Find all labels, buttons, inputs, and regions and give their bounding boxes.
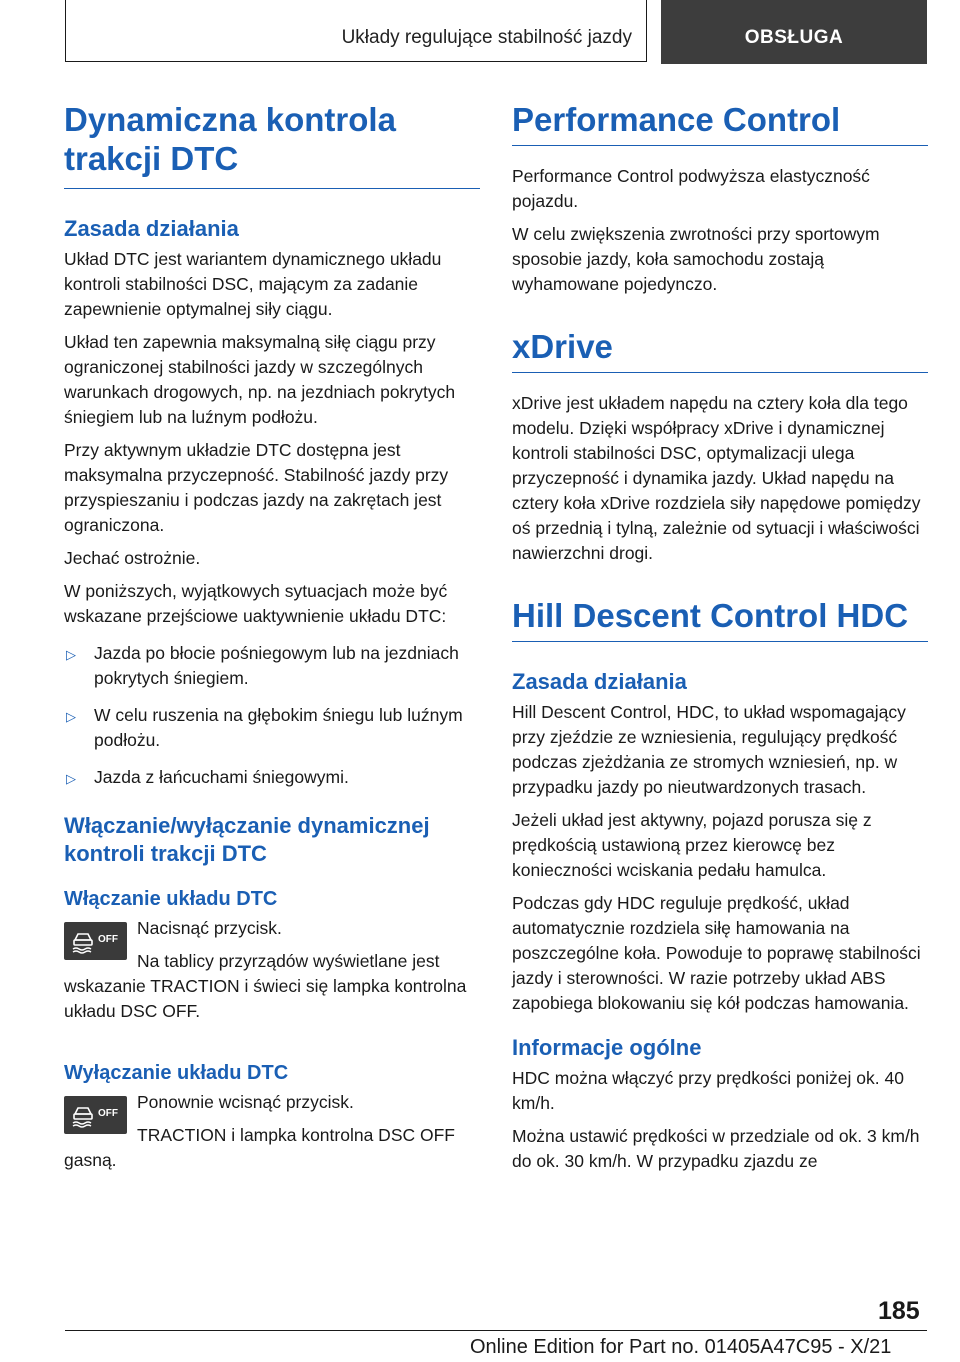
list-item: ▷ Jazda z łańcuchami śniegowymi. — [64, 765, 480, 790]
chapter-tab-label: OBSŁUGA — [744, 27, 844, 48]
page-number: 185 — [878, 1297, 920, 1325]
triangle-bullet-icon: ▷ — [66, 647, 76, 662]
dtc-off-button-icon: OFF — [64, 1096, 127, 1134]
paragraph: HDC można włączyć przy prędkości poniżej ok. 40 km/h. — [512, 1068, 904, 1113]
disable-instruction — [64, 1090, 480, 1173]
triangle-bullet-icon: ▷ — [66, 709, 76, 724]
paragraph: xDrive jest układem napędu na cztery koła dla tego modelu. Dzięki współpracy xDrive i dynamicznej kontroli stabilności DSC, optymalizacji ulega przyczepność i dynamika jazdy. Układ napędu na cztery koła xDrive rozdziela siły napędowe pomiędzy oś przednią i tylną, zależnie od sytuacji i właściwości nawierzchni drogi. — [512, 393, 921, 563]
list-item: ▷ Jazda po błocie pośniegowym lub na jezdniach pokrytych śniegiem. — [66, 643, 459, 688]
paragraph: Na tablicy przyrządów wyświetlane jest wskazanie TRACTION i świeci się lampka kontrolna układu DSC OFF. — [64, 951, 467, 1021]
footer-edition: Online Edition for Part no. 01405A47C95 - X/21 — [470, 1336, 892, 1358]
paragraph: Nacisnąć przycisk. — [137, 918, 282, 938]
page-header — [65, 0, 927, 64]
paragraph: Ponownie wcisnąć przycisk. — [137, 1092, 354, 1112]
dtc-off-button-icon: OFF — [64, 922, 127, 960]
paragraph: TRACTION i lampka kontrolna DSC OFF gasną. — [64, 1125, 455, 1170]
heading-xdrive: xDrive — [512, 328, 613, 365]
paragraph: W poniższych, wyjątkowych sytuacjach może być wskazane przejściowe uaktywnienie układu DTC: — [64, 581, 448, 626]
section-title: Układy regulujące stabilność jazdy — [341, 27, 632, 48]
heading-performance-control: Performance Control — [512, 101, 841, 138]
subheading-general-info: Informacje ogólne — [512, 1035, 702, 1060]
paragraph: Podczas gdy HDC reguluje prędkość, układ automatycznie rozdziela siłę hamowania na poszczególne koła. Powoduje to poprawę stabilności jazdy i sterowności. W razie potrzeby układ ABS zapobiega blokowaniu się kół podczas hamowania. — [512, 893, 921, 1013]
situation-list — [64, 641, 480, 790]
heading-hdc: Hill Descent Control HDC — [512, 597, 909, 634]
paragraph: Przy aktywnym układzie DTC dostępna jest maksymalna przyczepność. Stabilność jazdy przy przyspieszaniu i podczas jazdy na zakrętach jest ograniczona. — [64, 440, 449, 535]
paragraph: Układ ten zapewnia maksymalną siłę ciągu przy ograniczonej stabilności jazdy w szczególnych warunkach drogowych, np. na jezdniach pokrytych śniegiem lub na luźnym podłożu. — [64, 332, 456, 427]
subheading-disable-dtc: Wyłączanie układu DTC — [64, 1062, 289, 1084]
paragraph: W celu zwiększenia zwrotności przy sportowym sposobie jazdy, koła samochodu zostają wyhamowane pojedynczo. — [512, 224, 880, 294]
right-column — [512, 100, 928, 1174]
triangle-bullet-icon: ▷ — [66, 771, 76, 786]
heading-dtc: Dynamiczna kontrola trakcji DTC — [64, 101, 396, 177]
paragraph: Hill Descent Control, HDC, to układ wspomagający przy zjeździe ze wzniesienia, regulujący prędkość podczas zjeżdżania ze stromych wzniesień, np. w przypadku jazdy po nieutwardzonych trasach. — [512, 702, 906, 797]
enable-instruction — [64, 916, 480, 1024]
list-item: ▷ W celu ruszenia na głębokim śniegu lub luźnym podłożu. — [66, 705, 463, 750]
footer-divider — [65, 1330, 927, 1331]
subheading-enable-dtc: Włączanie układu DTC — [64, 888, 278, 910]
paragraph: Układ DTC jest wariantem dynamicznego układu kontroli stabilności DSC, mającym za zadanie zapewnienie optymalnej siły ciągu. — [64, 249, 442, 319]
subheading-principle: Zasada działania — [512, 669, 687, 694]
subheading-toggle-dtc: Włączanie/wyłączanie dynamicznej kontroli trakcji DTC — [64, 813, 430, 866]
paragraph: Można ustawić prędkości w przedziale od ok. 3 km/h do ok. 30 km/h. W przypadku zjazdu ze — [512, 1126, 920, 1171]
subheading-principle: Zasada działania — [64, 216, 239, 241]
paragraph: Jechać ostrożnie. — [64, 548, 201, 568]
left-column — [64, 100, 480, 1173]
paragraph: Jeżeli układ jest aktywny, pojazd porusza się z prędkością ustawioną przez kierowcę bez konieczności wciskania pedału hamulca. — [512, 810, 872, 880]
paragraph: Performance Control podwyższa elastyczność pojazdu. — [512, 166, 870, 211]
chapter-tab — [661, 0, 927, 64]
section-title-box — [65, 0, 647, 62]
